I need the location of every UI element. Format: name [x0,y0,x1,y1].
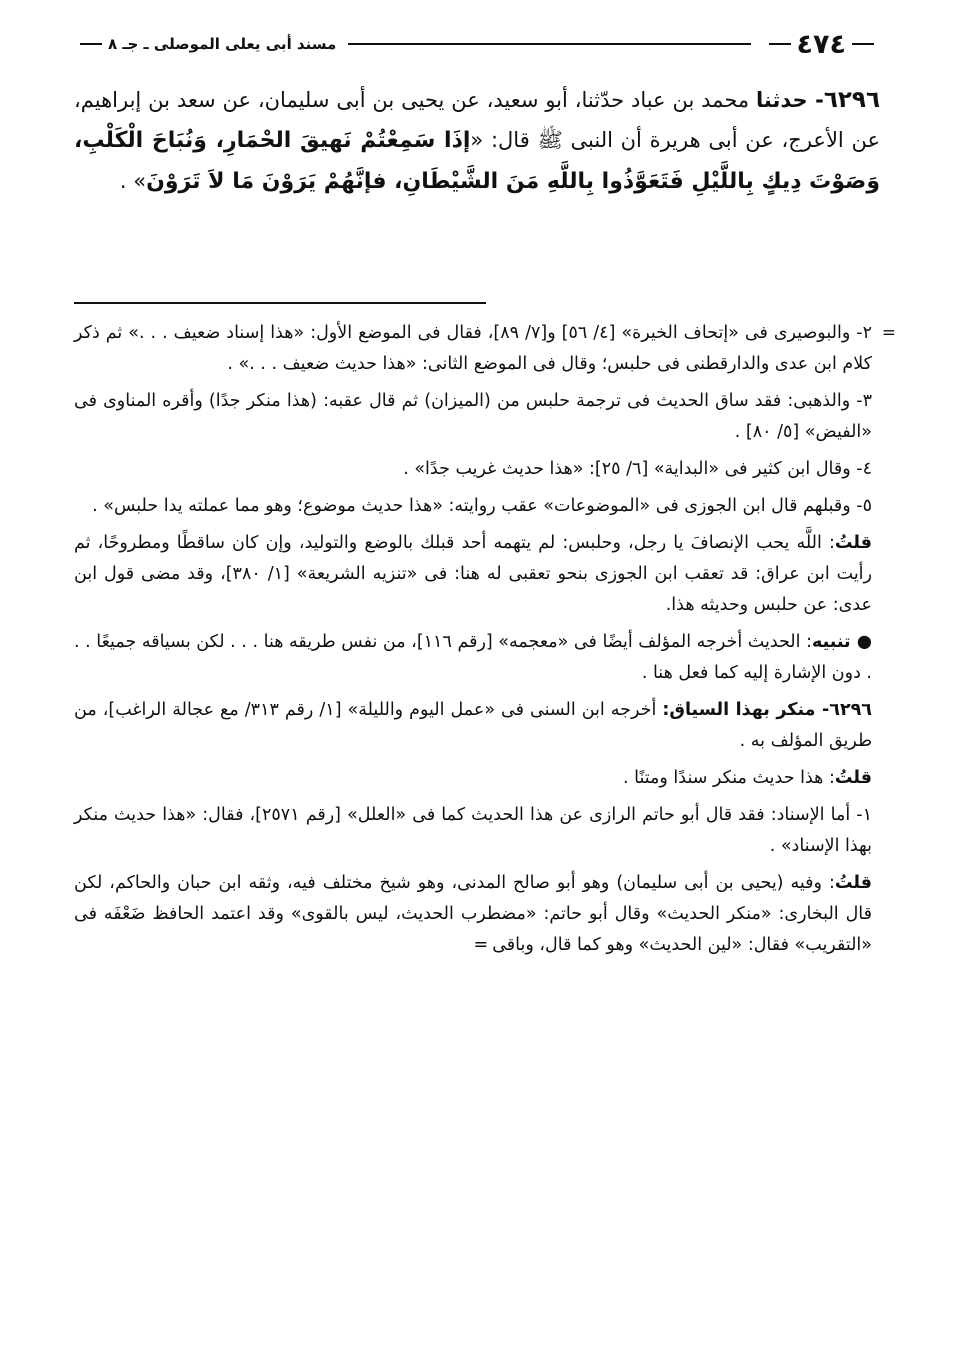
footnote-5-text: ٥- وقبلهم قال ابن الجوزى فى «الموضوعات» عقب روايته: «هذا حديث موضوع؛ وهو مما عملته يدا حلبس» . [92,496,872,516]
comment-text: : وفيه (يحيى بن أبى سليمان) وهو أبو صالح المدنى، وهو شيخ مختلف فيه، وثقه ابن حبان والحاكم، لكن قال البخارى: «منكر الحديث» وقال أبو حاتم: «مضطرب الحديث، ليس بالقوى» وقد اعتمد الحافظ ضَعْفَه فى «التقريب» فقال: «لين الحديث» وهو كما قال، وباقى [74,873,872,955]
continuation-mark: = [881,323,896,343]
comment-paragraph-1 [74,528,872,621]
footnote-2-text: ٢- والبوصيرى فى «إتحاف الخيرة» [٤/ ٥٦] و[٧/ ٨٩]، فقال فى الموضع الأول: «هذا إسناد ضعيف . . .» ثم ذكر كلام ابن عدى والدارقطنى فى حلبس؛ وقال فى الموضع الثانى: «هذا حديث ضعيف . . .» . [74,323,872,374]
takhrij-6296 [74,695,872,757]
comment-paragraph-2 [74,763,872,794]
comment-text: : هذا حديث منكر سندًا ومتنًا . [623,768,835,788]
page-number: ٤٧٤ [796,28,846,60]
tanbih-label: ● تنبيه [811,632,872,652]
running-header [74,24,880,64]
hadith-closing: » . [119,169,147,193]
isnad-note [74,800,872,862]
header-rule [348,43,750,45]
hadith-text [74,80,880,202]
footnote-4-text: ٤- وقال ابن كثير فى «البداية» [٦/ ٢٥]: «هذا حديث غريب جدًا» . [403,459,872,479]
tanbih-text: : الحديث أخرجه المؤلف أيضًا فى «معجمه» [رقم ١١٦]، من نفس طريقه هنا . . . لكن بسياقه جميعًا . . . دون الإشارة إليه كما فعل هنا . [74,632,872,683]
continuation-end-mark: = [473,935,489,955]
tanbih-paragraph [74,627,872,689]
footnotes [74,318,896,967]
running-title: مسند أبى يعلى الموصلى ـ جـ ٨ [108,35,337,53]
header-dash [852,43,874,45]
comment-paragraph-3 [74,868,872,961]
header-dash [80,43,102,45]
takhrij-label: ٦٢٩٦- منكر بهذا السياق: [662,700,872,720]
comment-text: : اللَّه يحب الإنصافَ يا رجل، وحلبس: لم يتهمه أحد قبلك بالوضع والتوليد، وإن كان ساقطًا ومطروحًا، ثم رأيت ابن عراق: قد تعقب ابن الجوزى بنحو تعقبى له هنا: فى «تنزيه الشريعة» [١/ ٣٨٠]، وقد مضى قول ابن عدى: عن حلبس وحديثه هذا. [74,533,872,615]
comment-label: قلتُ [834,768,872,788]
hadith-number: ٦٢٩٦ [823,87,880,113]
comment-label: قلتُ [834,873,872,893]
comment-label: قلتُ [834,533,872,553]
footnote-5 [74,491,872,522]
footnote-2 [74,318,896,380]
isnad-note-text: ١- أما الإسناد: فقد قال أبو حاتم الرازى عن هذا الحديث كما فى «العلل» [رقم ٢٥٧١]، فقال: «هذا حديث منكر بهذا الإسناد» . [74,805,872,856]
footnote-4 [74,454,872,485]
hadith-matn: إذَا سَمِعْتُمْ نَهيقَ الحْمَارِ، وَنُبَاحَ الْكَلْبِ، وَصَوْتَ دِيكٍ بِاللَّيْلِ فَتَعَوَّذُوا بِاللَّهِ مَنَ الشَّيْطَانِ، فإنَّهُمْ يَرَوْنَ مَا لاَ تَرَوْنَ [74,128,880,194]
hadith-isnad: محمد بن عباد حدّثنا، أبو سعيد، عن يحيى بن أبى سليمان، عن سعد بن إبراهيم، عن الأعرج، عن أبى هريرة أن النبى ﷺ قال: « [74,88,880,152]
footnote-separator [74,302,486,304]
header-dash [769,43,791,45]
takhrij-text: أخرجه ابن السنى فى «عمل اليوم والليلة» [١/ رقم ٣١٣/ مع عجالة الراغب]، من طريق المؤلف به . [74,700,872,751]
hadith-lead: - حدثنا [756,88,824,112]
footnote-3 [74,386,872,448]
footnote-3-text: ٣- والذهبى: فقد ساق الحديث فى ترجمة حلبس من (الميزان) ثم قال عقبه: (هذا منكر جدًا) وأقره المناوى فى «الفيض» [٥/ ٨٠] . [74,391,872,442]
